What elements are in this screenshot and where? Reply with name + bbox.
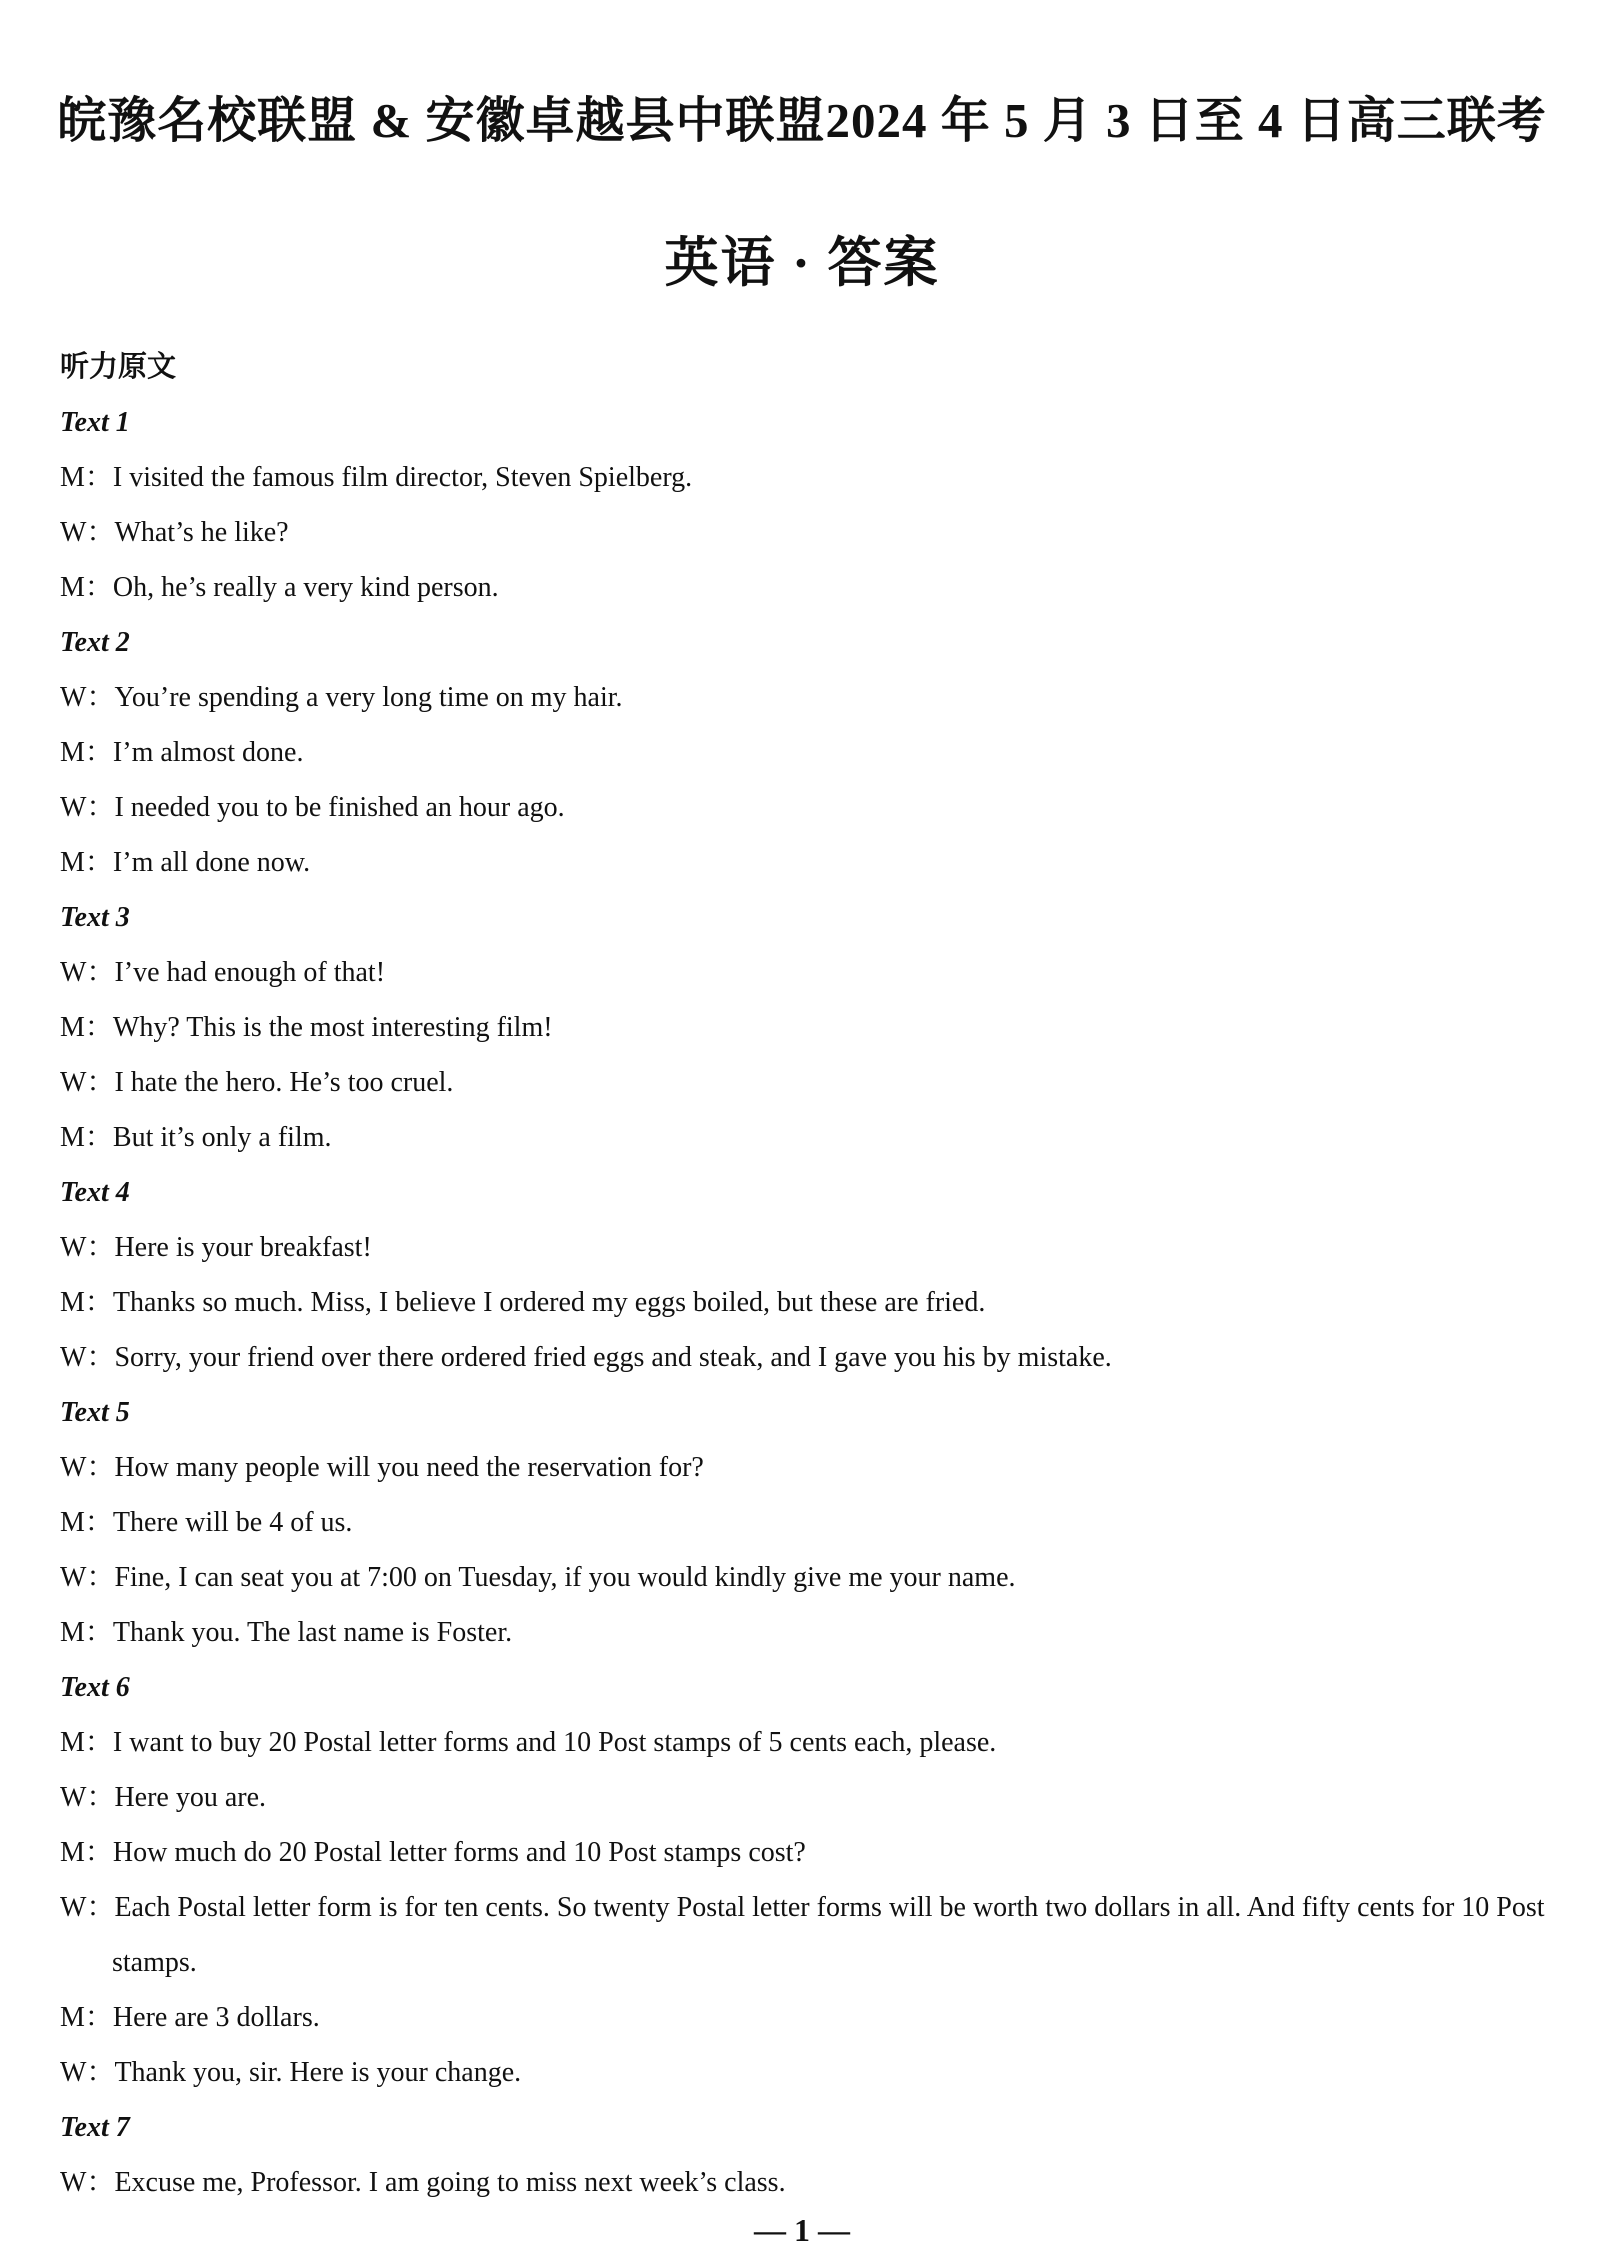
speaker-colon: ： <box>84 1287 113 1318</box>
dialogue-line <box>60 945 1560 1000</box>
speaker-colon: ： <box>84 1837 113 1868</box>
speaker-label: W <box>60 792 87 823</box>
text-label-text: Text 6 <box>60 1672 130 1703</box>
speaker-colon: ： <box>86 2167 115 2198</box>
speaker-label: M <box>60 1617 85 1648</box>
speaker-label: W <box>60 1067 87 1098</box>
speaker-colon: ： <box>86 1892 115 1923</box>
dialogue-line <box>60 670 1560 725</box>
dialogue-line <box>60 1000 1560 1055</box>
text-label <box>60 395 1560 450</box>
speaker-label: M <box>60 1727 85 1758</box>
dialogue-text: But it’s only a film. <box>112 1122 332 1153</box>
dialogue-line <box>60 1110 1560 1165</box>
speaker-colon: ： <box>86 957 115 988</box>
dialogue-line <box>60 1880 1560 1990</box>
speaker-label: M <box>60 462 85 493</box>
speaker-label: M <box>60 1507 85 1538</box>
dialogue-line <box>60 560 1560 615</box>
dialogue-text: I visited the famous film director, Steven Spielberg. <box>112 462 693 493</box>
text-label-text: Text 3 <box>60 902 130 933</box>
dialogue-line <box>60 1330 1560 1385</box>
speaker-colon: ： <box>84 1617 113 1648</box>
dialogue-text: Sorry, your friend over there ordered fried eggs and steak, and I gave you his by mistake. <box>114 1342 1112 1373</box>
speaker-colon: ： <box>86 1562 115 1593</box>
dialogue-text: I hate the hero. He’s too cruel. <box>114 1067 454 1098</box>
dialogue-line <box>60 2155 1560 2210</box>
speaker-label: W <box>60 2167 87 2198</box>
dialogue-text: How much do 20 Postal letter forms and 10 Post stamps cost? <box>112 1837 806 1868</box>
speaker-colon: ： <box>86 517 115 548</box>
dialogue-line <box>60 450 1560 505</box>
speaker-colon: ： <box>86 1782 115 1813</box>
dialogue-line <box>60 1715 1560 1770</box>
speaker-label: M <box>60 2002 85 2033</box>
text-label-text: Text 2 <box>60 627 130 658</box>
text-label <box>60 615 1560 670</box>
text-label <box>60 890 1560 945</box>
speaker-label: M <box>60 1287 85 1318</box>
dialogue-text: Thank you, sir. Here is your change. <box>114 2057 522 2088</box>
dialogue-line <box>60 725 1560 780</box>
dialogue-line <box>60 505 1560 560</box>
speaker-label: W <box>60 517 87 548</box>
speaker-colon: ： <box>86 1342 115 1373</box>
text-label <box>60 1660 1560 1715</box>
speaker-colon: ： <box>84 1507 113 1538</box>
dialogue-text: Here is your breakfast! <box>114 1232 372 1263</box>
dialogue-text: Here you are. <box>114 1782 267 1813</box>
dialogue-text: I’ve had enough of that! <box>114 957 386 988</box>
speaker-colon: ： <box>84 737 113 768</box>
dialogue-text: I’m all done now. <box>112 847 311 878</box>
dialogue-text: Each Postal letter form is for ten cents. So twenty Postal letter forms will be worth two dollars in all. And fifty cents for 10 Post stamps. <box>112 1892 1545 1978</box>
dialogue-text: Excuse me, Professor. I am going to miss next week’s class. <box>114 2167 786 2198</box>
speaker-colon: ： <box>84 1727 113 1758</box>
dialogue-text: Why? This is the most interesting film! <box>112 1012 553 1043</box>
dialogue-line <box>60 780 1560 835</box>
dialogue-line <box>60 1770 1560 1825</box>
speaker-label: W <box>60 1452 87 1483</box>
dialogue-line <box>60 1990 1560 2045</box>
dialogue-text: There will be 4 of us. <box>112 1507 353 1538</box>
speaker-label: W <box>60 1562 87 1593</box>
dialogue-line <box>60 1550 1560 1605</box>
speaker-label: W <box>60 957 87 988</box>
speaker-label: W <box>60 1232 87 1263</box>
section-heading: 听力原文 <box>60 351 177 383</box>
speaker-label: W <box>60 1342 87 1373</box>
dialogue-line <box>60 2045 1560 2100</box>
transcript-body <box>60 340 1560 2210</box>
speaker-colon: ： <box>86 1067 115 1098</box>
text-label <box>60 2100 1560 2155</box>
speaker-label: M <box>60 1012 85 1043</box>
dialogue-text: What’s he like? <box>114 517 289 548</box>
dialogue-line <box>60 1440 1560 1495</box>
dialogue-line <box>60 835 1560 890</box>
page-number: — 1 — <box>754 2212 850 2248</box>
speaker-label: W <box>60 1782 87 1813</box>
dialogue-text: Oh, he’s really a very kind person. <box>112 572 499 603</box>
dialogue-text: You’re spending a very long time on my hair. <box>114 682 623 713</box>
speaker-label: W <box>60 2057 87 2088</box>
speaker-colon: ： <box>84 2002 113 2033</box>
speaker-colon: ： <box>86 1232 115 1263</box>
speaker-colon: ： <box>86 792 115 823</box>
speaker-label: W <box>60 682 87 713</box>
speaker-colon: ： <box>84 462 113 493</box>
dialogue-text: Thanks so much. Miss, I believe I ordered my eggs boiled, but these are fried. <box>112 1287 986 1318</box>
dialogue-line <box>60 1825 1560 1880</box>
speaker-colon: ： <box>84 1122 113 1153</box>
dialogue-text: Here are 3 dollars. <box>112 2002 320 2033</box>
speaker-label: M <box>60 737 85 768</box>
transcript-list <box>60 395 1560 2210</box>
speaker-label: M <box>60 847 85 878</box>
dialogue-text: I needed you to be finished an hour ago. <box>114 792 565 823</box>
dialogue-line <box>60 1495 1560 1550</box>
dialogue-line <box>60 1605 1560 1660</box>
dialogue-line <box>60 1220 1560 1275</box>
speaker-label: M <box>60 1837 85 1868</box>
dialogue-line <box>60 1275 1560 1330</box>
text-label-text: Text 7 <box>60 2112 130 2143</box>
text-label-text: Text 5 <box>60 1397 130 1428</box>
dialogue-text: I want to buy 20 Postal letter forms and 10 Post stamps of 5 cents each, please. <box>112 1727 997 1758</box>
text-label <box>60 1165 1560 1220</box>
text-label <box>60 1385 1560 1440</box>
text-label-text: Text 4 <box>60 1177 130 1208</box>
speaker-label: M <box>60 1122 85 1153</box>
dialogue-text: Thank you. The last name is Foster. <box>112 1617 513 1648</box>
dialogue-text: I’m almost done. <box>112 737 304 768</box>
dialogue-text: How many people will you need the reservation for? <box>114 1452 704 1483</box>
document-subtitle: 英语 · 答案 <box>664 233 940 293</box>
speaker-colon: ： <box>84 572 113 603</box>
document-title: 皖豫名校联盟 & 安徽卓越县中联盟2024 年 5 月 3 日至 4 日高三联考 <box>57 93 1547 148</box>
speaker-colon: ： <box>86 682 115 713</box>
speaker-colon: ： <box>84 1012 113 1043</box>
speaker-label: W <box>60 1892 87 1923</box>
dialogue-line <box>60 1055 1560 1110</box>
speaker-colon: ： <box>84 847 113 878</box>
text-label-text: Text 1 <box>60 407 130 438</box>
dialogue-text: Fine, I can seat you at 7:00 on Tuesday, if you would kindly give me your name. <box>114 1562 1016 1593</box>
speaker-colon: ： <box>86 2057 115 2088</box>
speaker-label: M <box>60 572 85 603</box>
speaker-colon: ： <box>86 1452 115 1483</box>
